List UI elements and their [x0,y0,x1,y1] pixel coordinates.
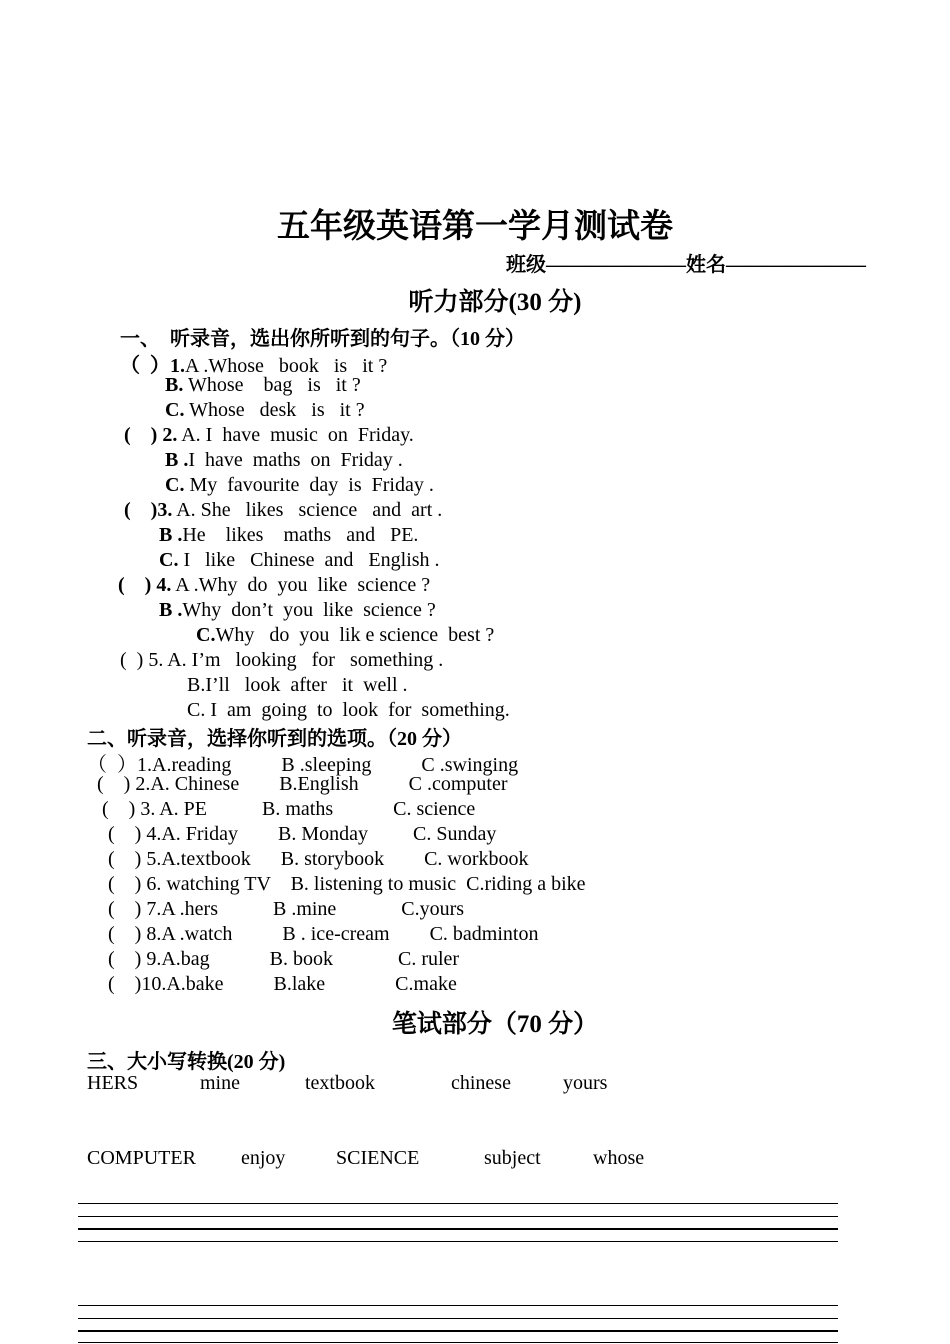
question-line: C. I am going to look for something. [187,699,510,721]
option-line: ( )10.A.bake B.lake C.make [108,973,457,995]
option-line: ( ) 4.A. Friday B. Monday C. Sunday [108,823,497,845]
option-line: ( ) 6. watching TV B. listening to music C.riding a bike [108,873,586,895]
option-line: ( ) 3. A. PE B. maths C. science [102,798,476,820]
page-title: 五年级英语第一学月测试卷 [277,209,673,245]
question-line: ( )3. A. She likes science and art . [124,499,443,521]
question-line: ( ) 2. A. I have music on Friday. [124,424,414,446]
part1-heading: 一、 听录音，选出你所听到的句子。（10 分） [120,328,525,350]
word-item: COMPUTER [87,1147,196,1169]
word-item: subject [484,1147,541,1169]
word-item: HERS [87,1072,139,1094]
question-line: ( ) 5. A. I’m looking for something . [120,649,444,671]
word-item: mine [200,1072,240,1094]
option-line: ( ) 7.A .hers B .mine C.yours [108,898,465,920]
question-line: C.Why do you lik e science best ? [196,624,495,646]
word-item: yours [563,1072,608,1094]
question-line: B.I’ll look after it well . [187,674,408,696]
question-line: C. I like Chinese and English . [159,549,440,571]
option-line: （ ）1.A.reading B .sleeping C .swinging [87,754,519,776]
word-item: enjoy [241,1147,286,1169]
written-heading: 笔试部分（70 分） [391,1011,599,1038]
question-line: B .He likes maths and PE. [159,524,419,546]
option-line: ( ) 5.A.textbook B. storybook C. workbook [108,848,529,870]
part3-heading: 三、大小写转换(20 分) [87,1051,286,1073]
word-item: SCIENCE [336,1147,420,1169]
option-line: ( ) 9.A.bag B. book C. ruler [108,948,460,970]
question-line: （ ）1.A .Whose book is it ? [120,355,388,377]
question-line: C. Whose desk is it ? [165,399,365,421]
word-item: chinese [451,1072,511,1094]
option-line: ( ) 8.A .watch B . ice-cream C. badminton [108,923,539,945]
listening-heading: 听力部分(30 分) [408,289,582,316]
word-item: textbook [305,1072,375,1094]
question-line: B. Whose bag is it ? [165,374,361,396]
question-line: B .I have maths on Friday . [165,449,403,471]
option-line: ( ) 2.A. Chinese B.English C .computer [97,773,508,795]
question-line: ( ) 4. A .Why do you like science ? [118,574,431,596]
part2-heading: 二、听录音，选择你听到的选项。（20 分） [87,728,462,750]
question-line: B .Why don’t you like science ? [159,599,436,621]
question-line: C. My favourite day is Friday . [165,474,434,496]
class-name-line: 班级———————姓名——————— [506,254,866,276]
word-item: whose [593,1147,645,1169]
